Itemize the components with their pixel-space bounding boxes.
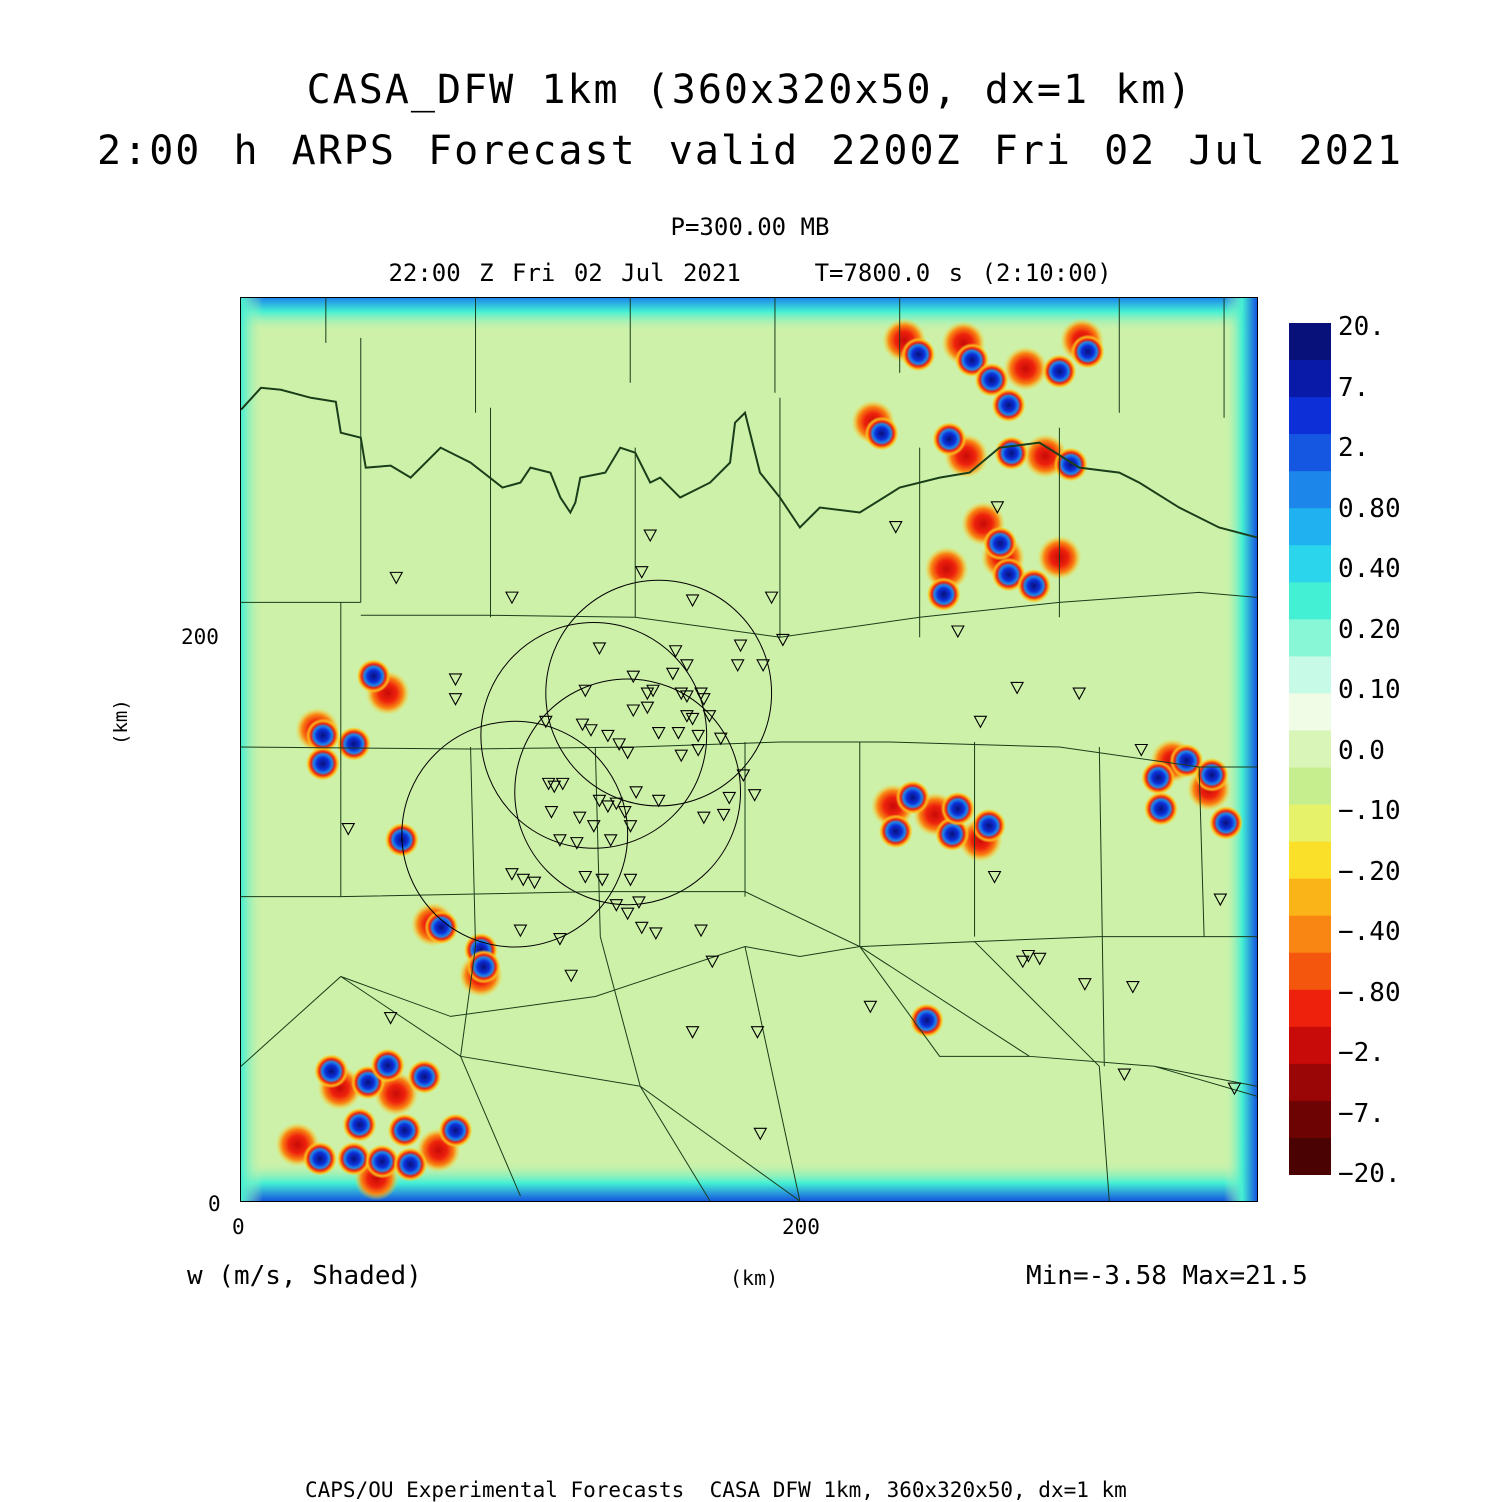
colorbar-label-14: −20. (1338, 1159, 1401, 1189)
left-boundary-zone (241, 298, 263, 1201)
updraft-cell-10 (983, 527, 1017, 561)
colorbar-swatch-16 (1289, 916, 1331, 954)
x-tick-200: 200 (782, 1215, 820, 1239)
colorbar-label-2: 2. (1338, 433, 1370, 463)
colorbar-swatch-10 (1289, 693, 1331, 731)
colorbar-label-11: −.80 (1338, 977, 1401, 1008)
colorbar-label-12: −2. (1338, 1038, 1385, 1068)
colorbar-swatch-8 (1289, 619, 1331, 657)
downdraft-cell-2 (1004, 347, 1048, 391)
updraft-cell-0 (901, 337, 935, 371)
colorbar-swatch-7 (1289, 582, 1331, 620)
colorbar-swatch-5 (1289, 508, 1331, 546)
y-axis-label: (km) (110, 699, 132, 745)
colorbar-label-7: 0.0 (1338, 735, 1385, 766)
colorbar-swatch-18 (1289, 990, 1331, 1028)
updraft-cell-8 (995, 436, 1029, 470)
updraft-cell-33 (314, 1054, 348, 1088)
colorbar-label-9: −.20 (1338, 856, 1401, 887)
updraft-cell-14 (357, 659, 391, 693)
updraft-cell-17 (337, 727, 371, 761)
updraft-cell-13 (927, 577, 961, 611)
pressure-level-label: P=300.00 MB (670, 213, 830, 241)
updraft-cell-43 (393, 1147, 427, 1181)
y-tick-0: 0 (208, 1192, 221, 1216)
colorbar-swatch-17 (1289, 953, 1331, 991)
right-boundary-zone (1224, 298, 1257, 1201)
updraft-cell-22 (941, 792, 975, 826)
updraft-cell-27 (1144, 792, 1178, 826)
updraft-cell-37 (343, 1108, 377, 1142)
colorbar-label-3: 0.80 (1338, 493, 1401, 524)
colorbar-swatch-6 (1289, 545, 1331, 583)
updraft-cell-20 (879, 814, 913, 848)
updraft-cell-40 (303, 1142, 337, 1176)
updraft-cell-23 (972, 809, 1006, 843)
colorbar-label-1: 7. (1338, 372, 1370, 403)
updraft-cell-24 (1141, 761, 1175, 795)
colorbar-swatch-9 (1289, 656, 1331, 694)
updraft-cell-35 (371, 1049, 405, 1083)
colorbar-swatch-20 (1289, 1064, 1331, 1102)
colorbar-swatch-4 (1289, 471, 1331, 509)
colorbar-swatch-14 (1289, 842, 1331, 880)
colorbar-swatch-2 (1289, 397, 1331, 435)
updraft-cell-9 (1054, 448, 1088, 482)
colorbar-label-5: 0.20 (1338, 614, 1401, 645)
updraft-cell-16 (306, 747, 340, 781)
w-field-map (241, 298, 1257, 1201)
updraft-cell-32 (910, 1003, 944, 1037)
forecast-time-label: 22:00 Z Fri 02 Jul 2021 T=7800.0 s (2:10:00) (388, 259, 1112, 287)
updraft-cell-7 (932, 422, 966, 456)
colorbar-swatch-0 (1289, 323, 1331, 361)
colorbar-swatch-19 (1289, 1027, 1331, 1065)
updraft-cell-38 (388, 1113, 422, 1147)
forecast-valid-title: 2:00 h ARPS Forecast valid 2200Z Fri 02 Jul 2021 (97, 128, 1403, 174)
updraft-cell-12 (1017, 569, 1051, 603)
field-label: w (m/s, Shaded) (187, 1261, 422, 1291)
updraft-cell-29 (424, 910, 458, 944)
colorbar-swatch-1 (1289, 360, 1331, 398)
colorbar-label-4: 0.40 (1338, 554, 1401, 584)
colorbar-label-10: −.40 (1338, 917, 1401, 947)
updraft-cell-3 (992, 388, 1026, 422)
colorbar-swatch-22 (1289, 1138, 1331, 1175)
updraft-cell-39 (439, 1113, 473, 1147)
colorbar-label-8: −.10 (1338, 796, 1401, 826)
updraft-cell-19 (896, 781, 930, 815)
updraft-cell-4 (1042, 354, 1076, 388)
top-boundary-zone (241, 298, 1257, 332)
min-max-label: Min=-3.58 Max=21.5 (1026, 1261, 1308, 1291)
colorbar (1289, 323, 1331, 1175)
chart-title: CASA_DFW 1km (360x320x50, dx=1 km) (306, 67, 1194, 113)
colorbar-label-0: 20. (1338, 312, 1385, 342)
updraft-cell-5 (1071, 335, 1105, 369)
colorbar-label-6: 0.10 (1338, 675, 1401, 705)
colorbar-swatch-12 (1289, 768, 1331, 806)
x-tick-0: 0 (232, 1215, 245, 1239)
updraft-cell-6 (865, 416, 899, 450)
colorbar-swatch-15 (1289, 879, 1331, 917)
colorbar-swatch-3 (1289, 434, 1331, 472)
colorbar-swatch-21 (1289, 1101, 1331, 1139)
colorbar-swatch-11 (1289, 730, 1331, 768)
updraft-cell-28 (1209, 806, 1243, 840)
credit-footer: CAPS/OU Experimental Forecasts CASA DFW 1km, 360x320x50, dx=1 km (305, 1478, 1127, 1502)
colorbar-label-13: −7. (1338, 1098, 1385, 1129)
colorbar-swatch-13 (1289, 805, 1331, 843)
plot-area (240, 297, 1258, 1202)
updraft-cell-31 (467, 950, 501, 984)
x-axis-label: (km) (730, 1266, 779, 1290)
y-tick-200: 200 (181, 625, 219, 649)
colorbar-swatches (1289, 323, 1331, 1175)
updraft-cell-36 (407, 1060, 441, 1094)
